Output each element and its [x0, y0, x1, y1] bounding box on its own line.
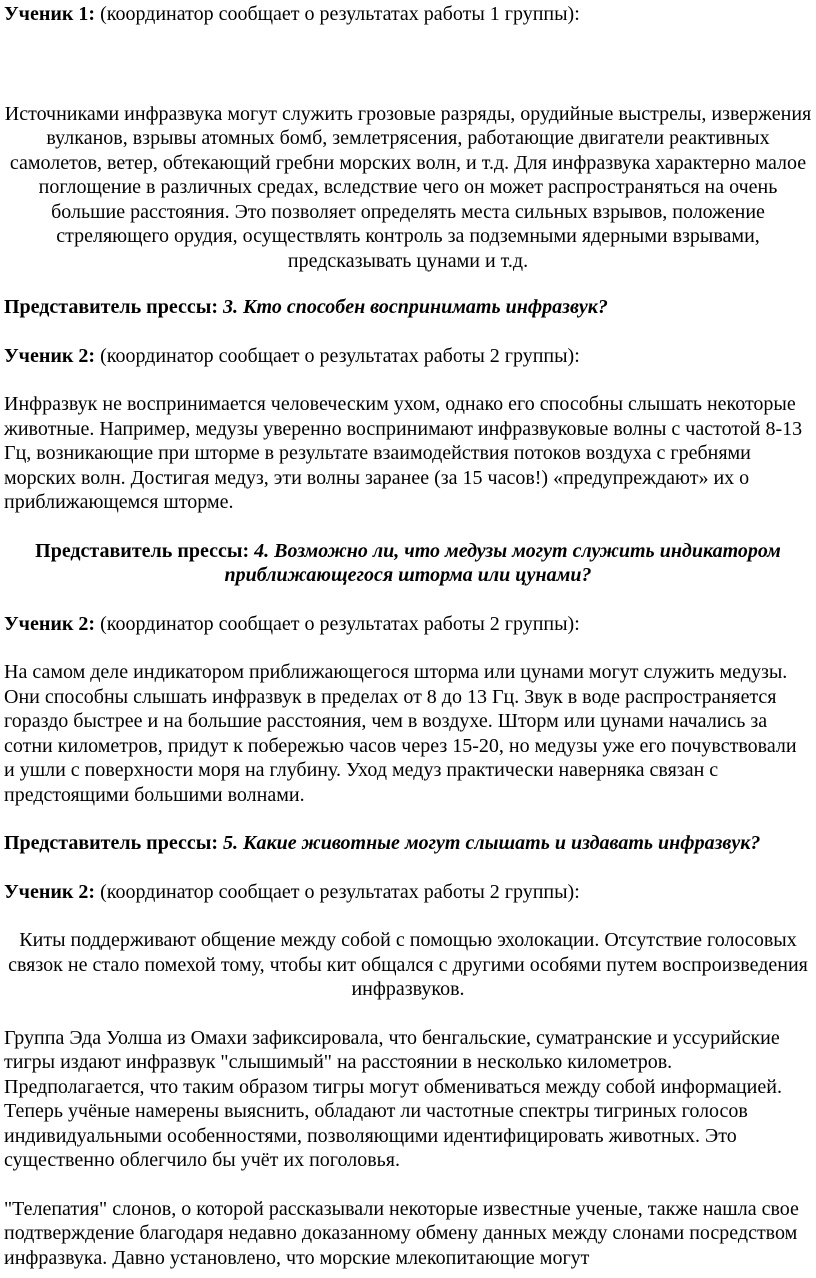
speaker-label: Ученик 1:: [4, 3, 96, 25]
speaker-label: Представитель прессы:: [4, 832, 218, 854]
question-text: 4. Возможно ли, что медузы могут служить индикатором приближающегося шторма или цунами?: [224, 539, 781, 586]
speaker-note: (координатор сообщает о результатах работы 2 группы):: [95, 344, 580, 367]
press-question-4: [4, 539, 812, 588]
speaker-label: Ученик 2:: [4, 612, 96, 635]
speaker-line-student-2: [4, 880, 812, 905]
paragraph-elephants: "Телепатия" слонов, о которой рассказывали некоторые известные ученые, также нашла свое подтверждение благодаря недавно доказанному обмену данных между слонами посредством инфразвука. Давно установлено, что морские млекопитающие могут: [4, 1197, 799, 1269]
question-text: 3. Кто способен воспринимать инфразвук?: [217, 296, 608, 318]
speaker-label: Ученик 2:: [4, 344, 96, 367]
speaker-line-student-2: [4, 344, 812, 369]
speaker-line-student-2: [4, 612, 812, 637]
paragraph-infrasound-perception: Инфразвук не воспринимается человеческим ухом, однако его способны слышать некоторые животные. Например, медузы уверенно воспринимают инфразвуковые волны с частотой 8-13 Гц, возникающие при шторме в результате взаимодействия потоков воздуха с гребнями морских волн. Достигая медуз, эти волны заранее (за 15 часов!) «предупреждают» их о приближающемся шторме.: [4, 393, 803, 513]
paragraph-whales: Киты поддерживают общение между собой с помощью эхолокации. Отсутствие голосовых связок не стало помехой тому, чтобы кит общался с другими особями путем воспроизведения инфразвуков.: [8, 929, 808, 1000]
paragraph-infrasound-sources: Источниками инфразвука могут служить грозовые разряды, орудийные выстрелы, извержения вулканов, взрывы атомных бомб, землетрясения, работающие двигатели реактивных самолетов, ветер, обтекающий гребни морских волн, и т.д. Для инфразвука характерно малое поглощение в различных средах, вследствие чего он может распространяться на очень большие расстояния. Это позволяет определять места сильных взрывов, положение стреляющего орудия, осуществлять контроль за подземными ядерными взрывами, предсказывать цунами и т.д.: [4, 102, 812, 272]
speaker-note: (координатор сообщает о результатах работы 1 группы):: [95, 3, 580, 25]
speaker-line-student-1: [4, 2, 812, 27]
speaker-note: (координатор сообщает о результатах работы 2 группы):: [95, 612, 580, 635]
press-question-5: [4, 831, 812, 856]
press-question-3: [4, 295, 812, 320]
paragraph-jellyfish-indicator: На самом деле индикатором приближающегося шторма или цунами могут служить медузы. Они способны слышать инфразвук в пределах от 8 до 13 Гц. Звук в воде распространяется гораздо быстрее и на большие расстояния, чем в воздухе. Шторм или цунами начались за сотни километров, придут к побережью часов через 15-20, но медузы уже его почувствовали и ушли с поверхности моря на глубину. Уход медуз практически наверняка связан с предстоящими большими волнами.: [4, 661, 797, 806]
speaker-label: Ученик 2:: [4, 880, 96, 903]
speaker-note: (координатор сообщает о результатах работы 2 группы):: [95, 880, 580, 903]
speaker-label: Представитель прессы:: [35, 539, 250, 562]
speaker-label: Представитель прессы:: [4, 296, 218, 318]
question-text: 5. Какие животные могут слышать и издавать инфразвук?: [217, 832, 761, 854]
paragraph-tigers: Группа Эда Уолша из Омахи зафиксировала, что бенгальские, суматранские и уссурийские тигры издают инфразвук "слышимый" на расстоянии в несколько километров. Предполагается, что таким образом тигры могут обмениваться между собой информацией. Теперь учёные намерены выяснить, обладают ли частотные спектры тигриных голосов индивидуальными особенностями, позволяющими идентифицировать животных. Это существенно облегчило бы учёт их поголовья.: [4, 1026, 782, 1171]
